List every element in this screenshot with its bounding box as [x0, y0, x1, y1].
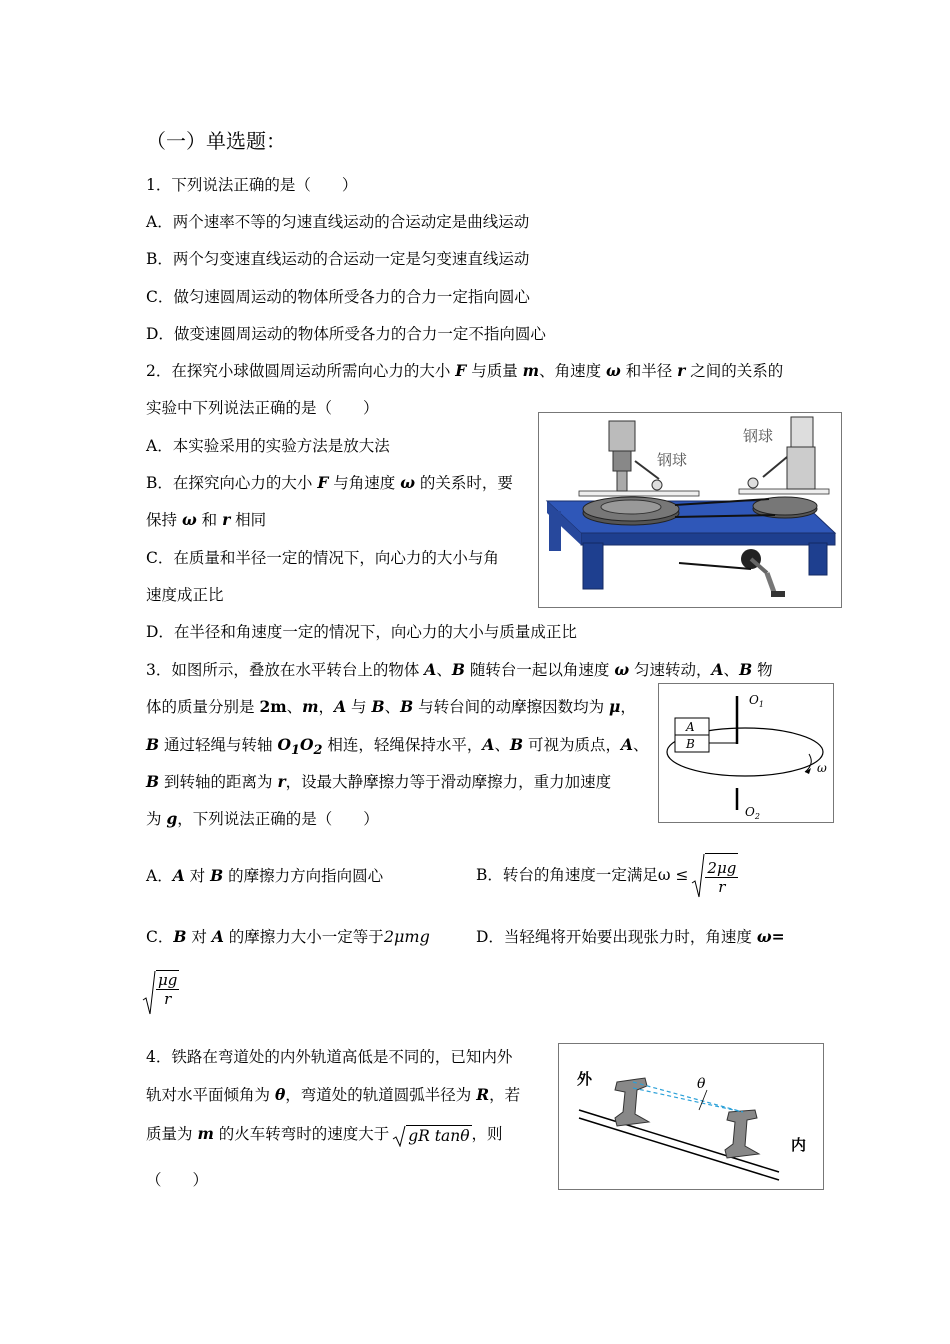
- text: 的关系时，要: [414, 474, 513, 492]
- q1-option-d: D．做变速圆周运动的物体所受各力的合力一定不指向圆心: [146, 325, 546, 343]
- q3-option-d-formula: [144, 970, 179, 1008]
- q2-option-c-line2: 速度成正比: [146, 586, 224, 604]
- text: 匀速转动，: [629, 661, 712, 679]
- text: A．: [146, 867, 173, 885]
- label-outer: 外: [577, 1070, 593, 1088]
- sqrt-2mug-over-r: [693, 852, 738, 900]
- var-m: m: [302, 697, 319, 716]
- numerator: 2μg: [707, 859, 737, 878]
- var-theta: θ: [274, 1085, 286, 1104]
- var-2m: 2m: [259, 697, 287, 716]
- var-omega: ω: [606, 361, 621, 380]
- var-A: A: [334, 697, 347, 716]
- text: 相连，轻绳保持水平，: [322, 736, 483, 754]
- q1-option-c: C．做匀速圆周运动的物体所受各力的合力一定指向圆心: [146, 288, 530, 306]
- q2-option-d: D．在半径和角速度一定的情况下，向心力的大小与质量成正比: [146, 623, 577, 641]
- var-A: A: [172, 866, 185, 885]
- text: 与质量: [466, 362, 523, 380]
- q3-stem-line5: [146, 809, 379, 829]
- text: C．: [146, 928, 174, 946]
- text: 对: [186, 928, 212, 946]
- q2-option-a: A．本实验采用的实验方法是放大法: [146, 437, 390, 455]
- label-O1: $O_1$: [749, 693, 764, 709]
- var-B: B: [400, 697, 414, 716]
- label-block-A: A: [686, 720, 695, 734]
- banked-track-figure: [558, 1043, 824, 1190]
- text: ，则: [471, 1125, 503, 1143]
- var-m: m: [522, 361, 540, 380]
- fraction: [156, 971, 179, 1008]
- var-B: B: [146, 772, 160, 791]
- var-r: r: [222, 510, 231, 529]
- text: ，弯道处的轨道圆弧半径为: [285, 1086, 477, 1104]
- text: B．在探究向心力的大小: [146, 474, 318, 492]
- text: D．当轻绳将开始要出现张力时，角速度: [476, 928, 757, 946]
- subscript-2: 2: [313, 743, 323, 759]
- sqrt-mug-over-r: [144, 970, 179, 1008]
- text: ，下列说法正确的是（ ）: [177, 810, 379, 828]
- q2-option-c-line1: C．在质量和半径一定的情况下，向心力的大小与角: [146, 549, 499, 567]
- var-A: A: [482, 735, 495, 754]
- text: 质量为: [146, 1125, 198, 1143]
- text: 、: [723, 661, 740, 679]
- text: 的摩擦力大小一定等于: [223, 928, 384, 946]
- q3-option-a: [146, 866, 383, 886]
- denominator: r: [164, 990, 172, 1008]
- label-steel-ball-right: 钢球: [743, 427, 774, 445]
- q2-option-b-line1: [146, 473, 513, 493]
- text: ，设最大静摩擦力等于滑动摩擦力，重力加速度: [285, 773, 612, 791]
- banked-track-drawing: [559, 1044, 823, 1189]
- text: 保持: [146, 511, 182, 529]
- label-O2: $O_2$: [745, 805, 760, 821]
- var-A: A: [211, 927, 224, 946]
- text: 、: [436, 661, 452, 679]
- text: B．转台的角速度一定满足: [476, 866, 658, 884]
- text: 体的质量分别是: [146, 698, 260, 716]
- text: 可视为质点，: [523, 736, 621, 754]
- q3-stem-line4: [146, 772, 611, 792]
- section-title: （一）单选题：: [146, 129, 286, 153]
- inner-rail: [725, 1110, 759, 1158]
- var-omega: ω: [400, 473, 415, 492]
- q3-option-b: [476, 852, 738, 900]
- text: ，: [318, 698, 335, 716]
- var-omega: ω: [181, 510, 197, 529]
- q4-stem-line1: 4．铁路在弯道处的内外轨道高低是不同的，已知内外: [146, 1048, 513, 1066]
- q4-stem-line4: （ ）: [146, 1171, 209, 1189]
- turntable-drawing: [659, 684, 833, 822]
- q3-stem-line3: [146, 735, 649, 761]
- q1-stem: 1．下列说法正确的是（ ）: [146, 176, 358, 194]
- text: 与: [346, 698, 372, 716]
- var-B: B: [146, 735, 160, 754]
- numerator: μg: [158, 971, 178, 989]
- q3-stem-line2: [146, 697, 636, 717]
- label-steel-ball-left: 钢球: [657, 451, 688, 469]
- text: 、: [633, 736, 649, 754]
- text: 之间的关系的: [685, 362, 784, 380]
- q3-stem-line1: [146, 660, 773, 680]
- turntable-figure: [658, 683, 834, 823]
- text: 与转台间的动摩擦因数均为: [413, 698, 610, 716]
- q3-option-c: [146, 927, 430, 947]
- omega-eq: ω=: [756, 927, 785, 946]
- var-O1: O: [277, 735, 291, 754]
- subscript-1: 1: [290, 743, 300, 759]
- var-r: r: [677, 361, 686, 380]
- centripetal-force-apparatus-figure: [538, 412, 842, 608]
- text: 对: [184, 867, 211, 885]
- text: 与角速度: [328, 474, 401, 492]
- var-F: F: [455, 361, 467, 380]
- var-A: A: [621, 735, 634, 754]
- text: 、: [286, 698, 303, 716]
- var-R: R: [476, 1085, 490, 1104]
- var-B: B: [173, 927, 187, 946]
- q2-stem-line1: [146, 361, 783, 381]
- text: 物: [752, 661, 773, 679]
- text: 3．如图所示，叠放在水平转台上的物体: [146, 661, 425, 679]
- var-B: B: [210, 866, 224, 885]
- text: 和半径: [620, 362, 678, 380]
- var-mu: μ: [609, 697, 621, 716]
- var-O2: O: [299, 735, 314, 754]
- var-A: A: [711, 660, 724, 679]
- sqrt-gRtan: [406, 1125, 471, 1146]
- var-B: B: [739, 660, 753, 679]
- q1-option-a: A．两个速率不等的匀速直线运动的合运动定是曲线运动: [146, 213, 530, 231]
- q1-option-b: B．两个匀变速直线运动的合运动一定是匀变速直线运动: [146, 250, 530, 268]
- text: 相同: [230, 511, 267, 529]
- var-B: B: [371, 697, 385, 716]
- var-B: B: [509, 735, 524, 754]
- var-A: A: [424, 660, 437, 679]
- text: 通过轻绳与转轴: [159, 736, 278, 754]
- text: 和: [196, 511, 223, 529]
- q4-stem-line2: [146, 1085, 520, 1105]
- radicand: gR tanθ: [408, 1126, 470, 1145]
- q2-option-b-line2: [146, 510, 266, 530]
- text: 、: [494, 736, 510, 754]
- text: 随转台一起以角速度: [464, 661, 615, 679]
- label-theta: θ: [697, 1076, 706, 1092]
- text: ，若: [489, 1086, 521, 1104]
- apparatus-drawing: [539, 413, 841, 607]
- text: ，: [620, 698, 636, 716]
- var-r: r: [277, 772, 286, 791]
- omega-le: ω ≤: [657, 866, 689, 884]
- text: 轨对水平面倾角为: [146, 1086, 275, 1104]
- var-F: F: [317, 473, 329, 492]
- text: 到转轴的距离为: [159, 773, 278, 791]
- label-block-B: B: [686, 737, 695, 751]
- var-g: g: [166, 809, 178, 828]
- text: 、角速度: [539, 362, 607, 380]
- var-m: m: [197, 1124, 214, 1143]
- text: 为: [146, 810, 167, 828]
- text: 2．在探究小球做圆周运动所需向心力的大小: [146, 362, 456, 380]
- var-omega: ω: [614, 660, 630, 679]
- text: 的摩擦力方向指向圆心: [223, 867, 384, 885]
- text: 的火车转弯时的速度大于: [213, 1125, 390, 1143]
- label-inner: 内: [791, 1136, 807, 1154]
- q3-option-d: [476, 927, 785, 947]
- q4-stem-line3: [146, 1124, 503, 1146]
- label-omega: ω: [817, 761, 827, 775]
- denominator: r: [718, 878, 726, 897]
- fraction: [705, 859, 738, 896]
- text: 、: [384, 698, 401, 716]
- q2-stem-line2: 实验中下列说法正确的是（ ）: [146, 399, 379, 417]
- var-B: B: [451, 660, 465, 679]
- outer-rail: [615, 1078, 649, 1126]
- value-2mumg: 2μmg: [383, 927, 430, 946]
